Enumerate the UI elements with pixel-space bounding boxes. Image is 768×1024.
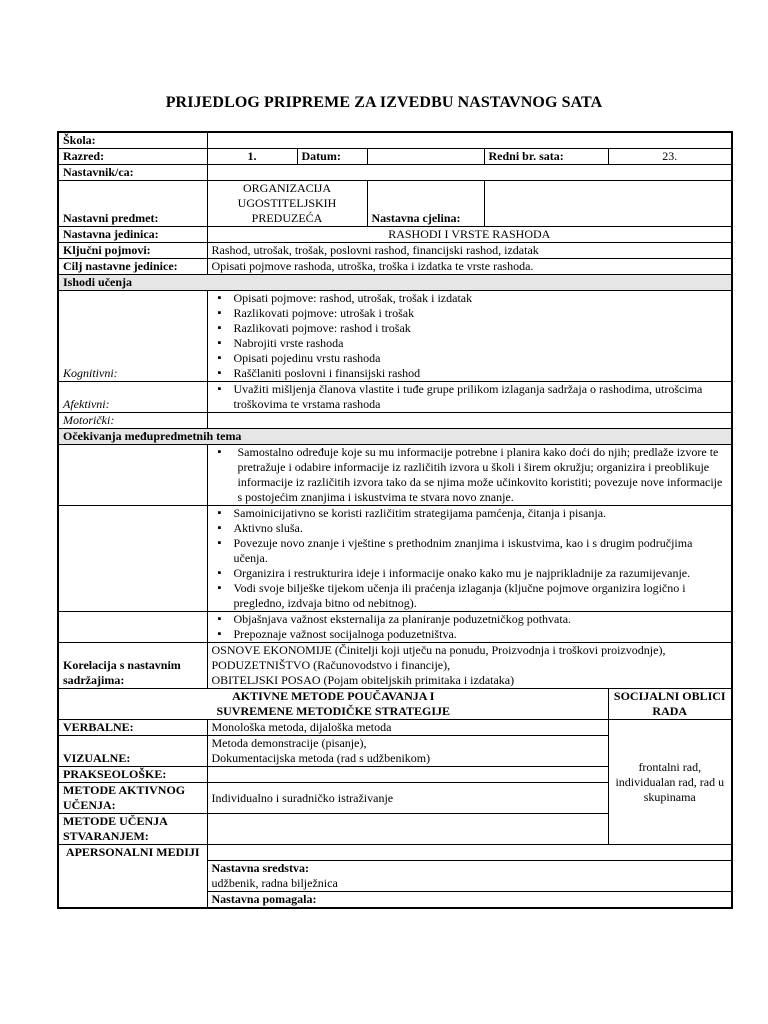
- sredstva-value: udžbenik, radna bilježnica: [211, 876, 338, 890]
- vizualne-content[interactable]: [207, 736, 608, 767]
- list-item: ▪ Aktivno sluša.: [212, 521, 728, 536]
- list-item: ▪ Povezuje novo znanje i vještine s prethodnim znanjima i iskustvima, kao i s drugim područjima učenja.: [212, 536, 728, 566]
- sredstva-label: Nastavna sredstva:: [211, 861, 309, 875]
- razred-label: Razred:: [58, 149, 207, 165]
- row-motoricki: [58, 413, 732, 429]
- afektivni-label: Afektivni:: [58, 382, 207, 413]
- row-razred: [58, 149, 732, 165]
- lesson-plan-table: [57, 131, 733, 909]
- row-nastavnik: [58, 165, 732, 181]
- kognitivni-label: Kognitivni:: [58, 291, 207, 382]
- redni-label: Redni br. sata:: [484, 149, 608, 165]
- medupredmetne-2-content[interactable]: [207, 506, 732, 612]
- redni-value[interactable]: 23.: [608, 149, 732, 165]
- medupredmetne-2-list: [212, 506, 728, 611]
- row-metode-heading: [58, 689, 732, 720]
- cjelina-label: Nastavna cjelina:: [367, 181, 484, 227]
- vizualne-value-1: Metoda demonstracije (pisanje),: [211, 736, 367, 750]
- cilj-label: Cilj nastavne jedinice:: [58, 259, 207, 275]
- row-mediji: [58, 845, 732, 861]
- vizualne-value-2: Dokumentacijska metoda (rad s udžbenikom): [211, 751, 431, 765]
- list-item: ▪ Raščlaniti poslovni i finansijski rashod: [212, 366, 728, 381]
- datum-label: Datum:: [297, 149, 367, 165]
- korelacija-label: Korelacija s nastavnim sadržajima:: [58, 643, 207, 689]
- list-item: ▪ Objašnjava važnost eksternalija za planiranje poduzetničkog pothvata.: [212, 612, 728, 627]
- verbalne-value[interactable]: Monološka metoda, dijaloška metoda: [207, 720, 608, 736]
- list-item: ▪ Samoinicijativno se koristi različitim strategijama pamćenja, čitanja i pisanja.: [212, 506, 728, 521]
- stvaranjem-label: METODE UČENJA STVARANJEM:: [58, 814, 207, 845]
- motoricki-label: Motorički:: [58, 413, 207, 429]
- verbalne-label: VERBALNE:: [58, 720, 207, 736]
- row-pojmovi: [58, 243, 732, 259]
- medupredmetne-1-list: [212, 445, 728, 505]
- page-title: PRIJEDLOG PRIPREME ZA IZVEDBU NASTAVNOG SATA: [165, 94, 603, 111]
- skola-label: Škola:: [58, 132, 207, 149]
- kognitivni-list: [212, 291, 728, 381]
- row-cilj: [58, 259, 732, 275]
- row-afektivni: [58, 382, 732, 413]
- row-predmet: [58, 181, 732, 227]
- socijalni-value[interactable]: frontalni rad, individualan rad, rad u skupinama: [608, 720, 732, 845]
- medupredmetne-2-label: [58, 506, 207, 612]
- jedinica-value[interactable]: RASHODI I VRSTE RASHODA: [207, 227, 732, 243]
- stvaranjem-field[interactable]: [207, 814, 608, 845]
- kognitivni-content[interactable]: [207, 291, 732, 382]
- row-verbalne: [58, 720, 732, 736]
- mediji-label: APERSONALNI MEDIJI: [58, 845, 207, 909]
- row-skola: [58, 132, 732, 149]
- list-item: ▪ Samostalno određuje koje su mu informacije potrebne i planira kako doći do njih; predlaže izvore te pretražuje i odabire informacije iz različitih izvora u školi i širem okružju; organizira i preoblikuje informacije iz različitih izvora tako da se njima može učinkovito koristiti; povezuje nove informacije s postojećim znanjima i iskustvima te stvara novo znanje.: [212, 445, 726, 505]
- datum-field[interactable]: [367, 149, 484, 165]
- afektivni-list: [212, 382, 728, 412]
- socijalni-heading: SOCIJALNI OBLICI RADA: [608, 689, 732, 720]
- prakseoloske-label: PRAKSEOLOŠKE:: [58, 767, 207, 783]
- list-item: ▪ Vodi svoje bilješke tijekom učenja ili praćenja izlaganja (ključne pojmove organizira logično i pregledno, izdvaja bitno od nebitnog).: [212, 581, 728, 611]
- aktivno-value[interactable]: Individualno i suradničko istraživanje: [207, 783, 608, 814]
- pojmovi-label: Ključni pojmovi:: [58, 243, 207, 259]
- row-medupredmetne-heading: [58, 429, 732, 445]
- razred-value[interactable]: 1.: [207, 149, 297, 165]
- aktivno-label: METODE AKTIVNOG UČENJA:: [58, 783, 207, 814]
- metode-heading: [58, 689, 608, 720]
- afektivni-content[interactable]: [207, 382, 732, 413]
- medupredmetne-1-label: [58, 445, 207, 506]
- cilj-value[interactable]: Opisati pojmove rashoda, utroška, troška i izdatka te vrste rashoda.: [207, 259, 732, 275]
- row-medupredmetne-1: [58, 445, 732, 506]
- metode-heading-line1: AKTIVNE METODE POUČAVANJA I: [232, 689, 435, 703]
- nastavnik-field[interactable]: [207, 165, 732, 181]
- list-item: ▪ Prepoznaje važnost socijalnoga poduzetništva.: [212, 627, 728, 642]
- medupredmetne-1-content[interactable]: [207, 445, 732, 506]
- list-item: ▪ Organizira i restrukturira ideje i informacije onako kako mu je najprikladnije za razumijevanje.: [212, 566, 728, 581]
- cjelina-field[interactable]: [484, 181, 732, 227]
- korelacija-line: OSNOVE EKONOMIJE (Činitelji koji utječu na ponudu, Proizvodnja i troškovi proizvodnje),: [211, 643, 666, 657]
- mediji-field[interactable]: [207, 845, 732, 861]
- row-medupredmetne-2: [58, 506, 732, 612]
- list-item: ▪ Opisati pojmove: rashod, utrošak, trošak i izdatak: [212, 291, 728, 306]
- motoricki-content[interactable]: [207, 413, 732, 429]
- list-item: ▪ Nabrojiti vrste rashoda: [212, 336, 728, 351]
- predmet-value[interactable]: ORGANIZACIJA UGOSTITELJSKIH PREDUZEĆA: [207, 181, 367, 227]
- skola-field[interactable]: [207, 132, 732, 149]
- pojmovi-value[interactable]: Rashod, utrošak, trošak, poslovni rashod, financijski rashod, izdatak: [207, 243, 732, 259]
- row-ishodi-heading: [58, 275, 732, 291]
- ishodi-heading: Ishodi učenja: [58, 275, 732, 291]
- list-item: ▪ Uvažiti mišljenja članova vlastite i tuđe grupe prilikom izlaganja sadržaja o rashodima, utrošcima troškovima te vrstama rashoda: [212, 382, 728, 412]
- row-korelacija: [58, 643, 732, 689]
- medupredmetne-heading: Očekivanja međupredmetnih tema: [58, 429, 732, 445]
- row-jedinica: [58, 227, 732, 243]
- list-item: ▪ Razlikovati pojmove: rashod i trošak: [212, 321, 728, 336]
- pomagala-label[interactable]: Nastavna pomagala:: [207, 892, 732, 909]
- row-medupredmetne-3: [58, 612, 732, 643]
- sredstva-content[interactable]: [207, 861, 732, 892]
- prakseoloske-field[interactable]: [207, 767, 608, 783]
- jedinica-label: Nastavna jedinica:: [58, 227, 207, 243]
- medupredmetne-3-list: [212, 612, 728, 642]
- medupredmetne-3-content[interactable]: [207, 612, 732, 643]
- korelacija-content[interactable]: [207, 643, 732, 689]
- predmet-label: Nastavni predmet:: [58, 181, 207, 227]
- metode-heading-line2: SUVREMENE METODIČKE STRATEGIJE: [216, 704, 451, 718]
- vizualne-label: VIZUALNE:: [58, 736, 207, 767]
- nastavnik-label: Nastavnik/ca:: [58, 165, 207, 181]
- korelacija-line: PODUZETNIŠTVO (Računovodstvo i financije),: [211, 658, 451, 672]
- row-kognitivni: [58, 291, 732, 382]
- list-item: ▪ Razlikovati pojmove: utrošak i trošak: [212, 306, 728, 321]
- medupredmetne-3-label: [58, 612, 207, 643]
- list-item: ▪ Opisati pojedinu vrstu rashoda: [212, 351, 728, 366]
- korelacija-line: OBITELJSKI POSAO (Pojam obiteljskih primitaka i izdataka): [211, 673, 515, 687]
